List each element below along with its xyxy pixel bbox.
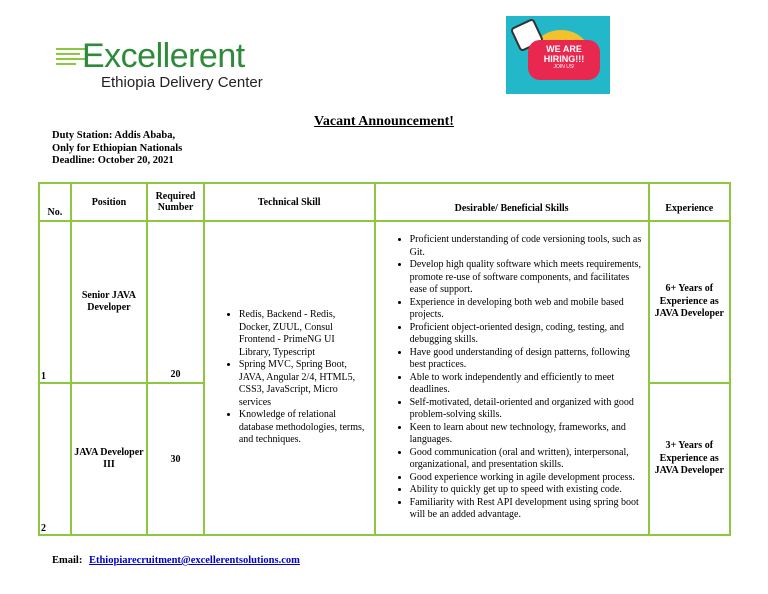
list-item: • Proficient object-oriented design, coding, testing, and debugging skills. bbox=[410, 322, 644, 347]
list-item: • Redis, Backend - Redis, Docker, ZUUL, Consul Frontend - PrimeNG UI Library, Typescript bbox=[239, 309, 368, 359]
vacancy-table bbox=[38, 182, 731, 536]
desirable-skills-list bbox=[376, 222, 648, 524]
list-item: • Able to work independently and efficiently to meet deadlines. bbox=[410, 372, 644, 397]
logo-brand: Excellerent bbox=[82, 37, 245, 75]
list-item: • Develop high quality software which meets requirements, promote re-use of software components, and facilitates ease of support. bbox=[410, 259, 644, 297]
list-item: • Keen to learn about new technology, frameworks, and languages. bbox=[410, 422, 644, 447]
header-position: Position bbox=[71, 183, 147, 221]
technical-skill-cell bbox=[204, 221, 375, 535]
badge-headline: WE ARE HIRING!!! bbox=[543, 44, 585, 64]
list-item: • Good communication (oral and written), interpersonal, organizational, and presentation skills. bbox=[410, 447, 644, 472]
duty-station: Duty Station: Addis Ababa, bbox=[52, 130, 176, 141]
header-technical-skill: Technical Skill bbox=[204, 183, 375, 221]
header-no: No. bbox=[39, 183, 71, 221]
list-item: • Spring MVC, Spring Boot, JAVA, Angular 2/4, HTML5, CSS3, JavaScript, Micro services bbox=[239, 359, 368, 409]
header-required-number: Required Number bbox=[147, 183, 204, 221]
position-name: Senior JAVA Developer bbox=[71, 221, 147, 383]
list-item: • Have good understanding of design patterns, following best practices. bbox=[410, 347, 644, 372]
table-row bbox=[39, 221, 730, 383]
list-item: • Familiarity with Rest API development using spring boot will be an added advantage. bbox=[410, 497, 644, 522]
logo-subtitle: Ethiopia Delivery Center bbox=[101, 74, 263, 91]
list-item: • Proficient understanding of code versioning tools, such as Git. bbox=[410, 234, 644, 259]
row-number: 1 bbox=[39, 221, 71, 383]
company-logo bbox=[56, 36, 286, 96]
required-number: 30 bbox=[147, 383, 204, 535]
required-number: 20 bbox=[147, 221, 204, 383]
email-label: Email: bbox=[52, 555, 83, 566]
header-desirable-skills: Desirable/ Beneficial Skills bbox=[375, 183, 649, 221]
table-header-row bbox=[39, 183, 730, 221]
badge-subline: JOIN US! bbox=[553, 64, 575, 70]
list-item: • Ability to quickly get up to speed with existing code. bbox=[410, 484, 644, 497]
job-info bbox=[52, 130, 182, 168]
list-item: • Knowledge of relational database methodologies, terms, and techniques. bbox=[239, 409, 368, 447]
position-name: JAVA Developer III bbox=[71, 383, 147, 535]
technical-skill-list bbox=[205, 309, 374, 447]
list-item: • Good experience working in agile development process. bbox=[410, 472, 644, 485]
list-item: • Self-motivated, detail-oriented and organized with good problem-solving skills. bbox=[410, 397, 644, 422]
experience-requirement: 3+ Years of Experience as JAVA Developer bbox=[649, 383, 730, 535]
deadline: Deadline: October 20, 2021 bbox=[52, 155, 174, 166]
nationality-note: Only for Ethiopian Nationals bbox=[52, 142, 183, 154]
experience-requirement: 6+ Years of Experience as JAVA Developer bbox=[649, 221, 730, 383]
hiring-badge-image bbox=[506, 16, 610, 94]
row-number: 2 bbox=[39, 383, 71, 535]
page-title: Vacant Announcement! bbox=[314, 114, 454, 129]
email-link[interactable]: Ethiopiarecruitment@excellerentsolutions.com bbox=[88, 555, 300, 566]
header-experience: Experience bbox=[649, 183, 730, 221]
badge-bubble bbox=[528, 40, 600, 80]
list-item: • Experience in developing both web and mobile based projects. bbox=[410, 297, 644, 322]
desirable-skills-cell bbox=[375, 221, 649, 535]
contact-email bbox=[52, 555, 300, 566]
